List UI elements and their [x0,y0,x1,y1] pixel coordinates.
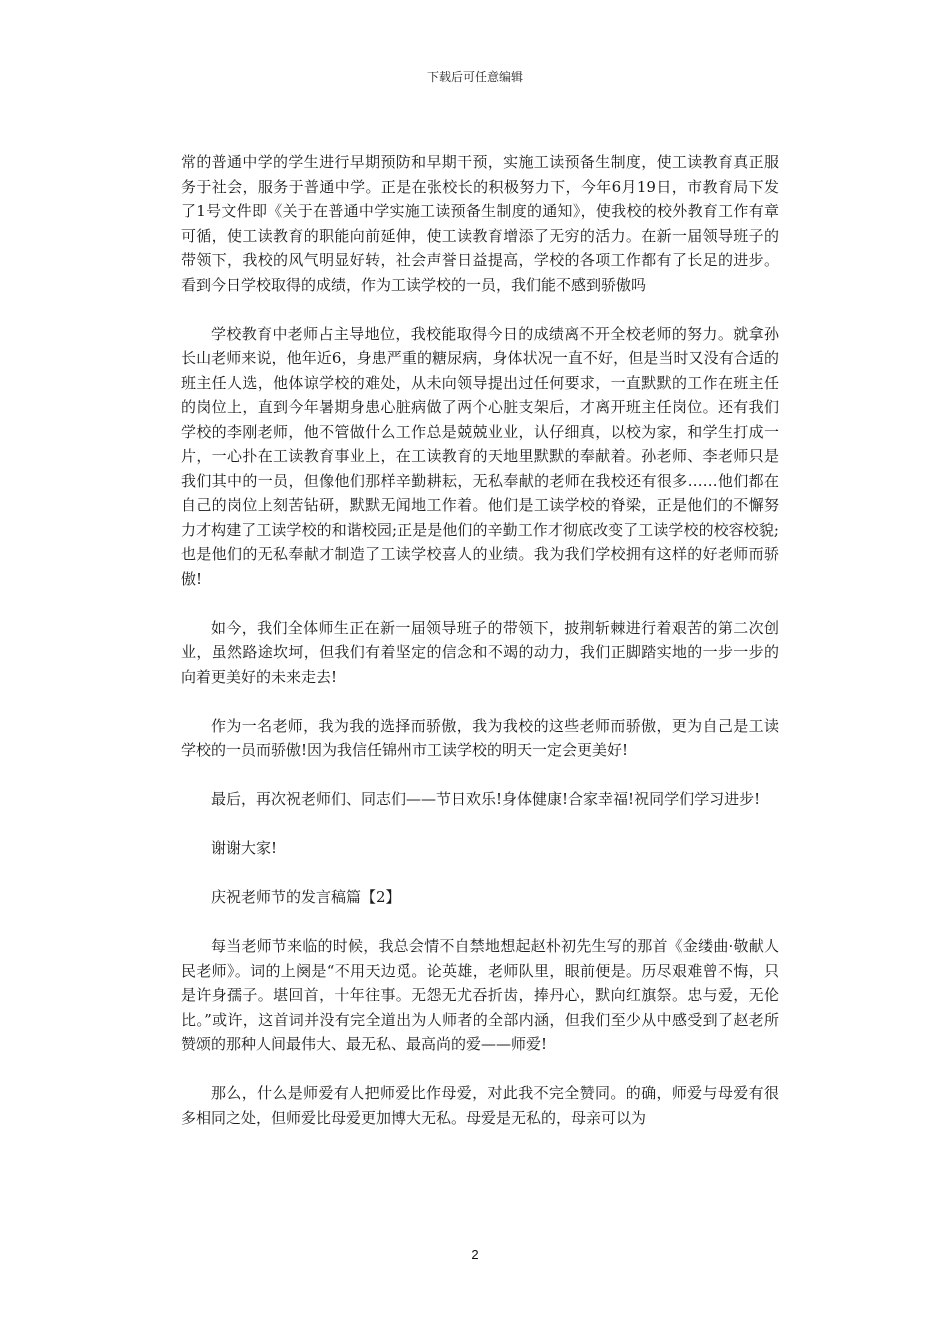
document-body [181,150,779,1155]
paragraph: 最后，再次祝老师们、同志们——节日欢乐!身体健康!合家幸福!祝同学们学习进步! [211,790,761,808]
paragraph: 常的普通中学的学生进行早期预防和早期干预，实施工读预备生制度，使工读教育真正服务于社会，服务于普通中学。正是在张校长的积极努力下，今年6月19日，市教育局下发了1号文件即《关于在普通中学实施工读预备生制度的通知》，使我校的校外教育工作有章可循，使工读教育的职能向前延伸，使工读教育增添了无穷的活力。在新一届领导班子的带领下，我校的风气明显好转，社会声誉日益提高，学校的各项工作都有了长足的进步。看到今日学校取得的成绩，作为工读学校的一员，我们能不感到骄傲吗 [181,153,779,294]
paragraph: 那么，什么是师爱有人把师爱比作母爱，对此我不完全赞同。的确，师爱与母爱有很多相同之处，但师爱比母爱更加博大无私。母爱是无私的，母亲可以为 [181,1084,779,1127]
page-header: 下载后可任意编辑 [426,70,523,84]
section-heading: 庆祝老师节的发言稿篇【2】 [211,888,401,906]
page-number: 2 [471,1247,479,1262]
paragraph: 谢谢大家! [211,839,278,857]
paragraph: 如今，我们全体师生正在新一届领导班子的带领下，披荆斩棘进行着艰苦的第二次创业，虽然路途坎坷，但我们有着坚定的信念和不竭的动力，我们正脚踏实地的一步一步的向着更美好的未来走去! [181,618,779,686]
paragraph: 作为一名老师，我为我的选择而骄傲，我为我校的这些老师而骄傲，更为自己是工读学校的一员而骄傲!因为我信任锦州市工读学校的明天一定会更美好! [181,716,779,759]
paragraph: 每当老师节来临的时候，我总会情不自禁地想起赵朴初先生写的那首《金缕曲·敬献人民老师》。词的上阕是“不用天边觅。论英雄，老师队里，眼前便是。历尽艰难曾不悔，只是许身孺子。堪回首，十年往事。无怨无尤吞折齿，捧丹心，默向红旗祭。忠与爱，无伦比。”或许，这首词并没有完全道出为人师者的全部内涵，但我们至少从中感受到了赵老所赞颂的那种人间最伟大、最无私、最高尚的爱——师爱! [181,937,779,1053]
paragraph: 学校教育中老师占主导地位，我校能取得今日的成绩离不开全校老师的努力。就拿孙长山老师来说，他年近6，身患严重的糖尿病，身体状况一直不好，但是当时又没有合适的班主任人选，他体谅学校的难处，从未向领导提出过任何要求，一直默默的工作在班主任的岗位上，直到今年暑期身患心脏病做了两个心脏支架后，才离开班主任岗位。还有我们学校的李刚老师，他不管做什么工作总是兢兢业业，认仔细真，以校为家，和学生打成一片，一心扑在工读教育事业上，在工读教育的天地里默默的奉献着。孙老师、李老师只是我们其中的一员，但像他们那样辛勤耕耘，无私奉献的老师在我校还有很多……他们都在自己的岗位上刻苦钻研，默默无闻地工作着。他们是工读学校的脊梁，正是他们的不懈努力才构建了工读学校的和谐校园;正是是他们的辛勤工作才彻底改变了工读学校的校容校貌;也是他们的无私奉献才制造了工读学校喜人的业绩。我为我们学校拥有这样的好老师而骄傲! [181,324,779,588]
